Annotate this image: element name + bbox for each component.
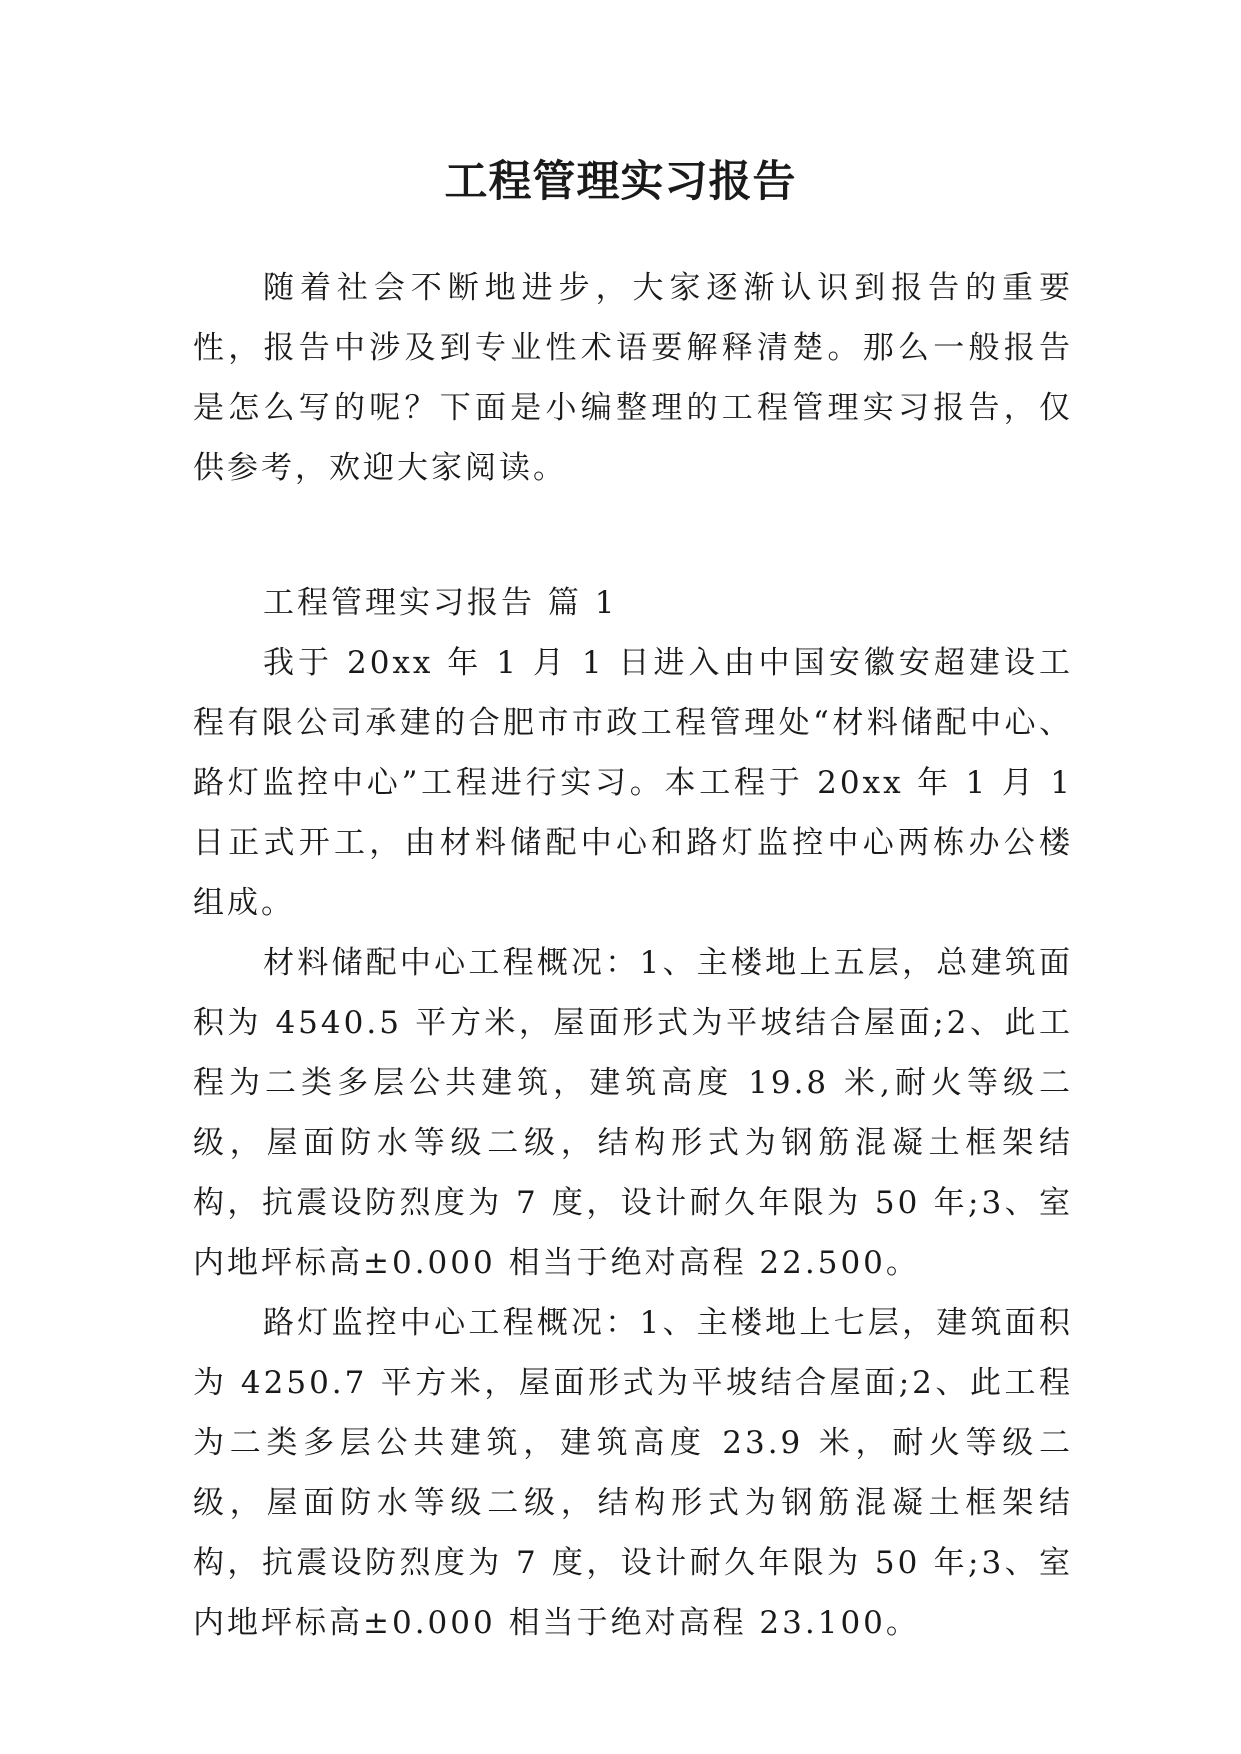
intro-block [193,258,1073,498]
body-paragraph: 我于 20xx 年 1 月 1 日进入由中国安徽安超建设工程有限公司承建的合肥市市政工程管理处“材料储配中心、路灯监控中心”工程进行实习。本工程于 20xx 年 1 月 1 日正式开工，由材料储配中心和路灯监控中心两栋办公楼组成。 [193,645,1073,921]
section-heading: 工程管理实习报告 篇 1 [263,585,618,621]
intro-paragraph: 随着社会不断地进步，大家逐渐认识到报告的重要性，报告中涉及到专业性术语要解释清楚。那么一般报告是怎么写的呢？下面是小编整理的工程管理实习报告，仅供参考，欢迎大家阅读。 [193,270,1073,486]
body-paragraph: 材料储配中心工程概况：1、主楼地上五层，总建筑面积为 4540.5 平方米，屋面形式为平坡结合屋面;2、此工程为二类多层公共建筑，建筑高度 19.8 米,耐火等级二级，屋面防水等级二级，结构形式为钢筋混凝土框架结构，抗震设防烈度为 7 度，设计耐久年限为 50 年;3、室内地坪标高±0.000 相当于绝对高程 22.500。 [193,945,1073,1281]
document-title: 工程管理实习报告 [444,157,797,207]
section-block [193,573,1073,1653]
body-paragraph: 路灯监控中心工程概况：1、主楼地上七层，建筑面积为 4250.7 平方米，屋面形式为平坡结合屋面;2、此工程为二类多层公共建筑，建筑高度 23.9 米，耐火等级二级，屋面防水等级二级，结构形式为钢筋混凝土框架结构，抗震设防烈度为 7 度，设计耐久年限为 50 年;3、室内地坪标高±0.000 相当于绝对高程 23.100。 [193,1305,1073,1641]
